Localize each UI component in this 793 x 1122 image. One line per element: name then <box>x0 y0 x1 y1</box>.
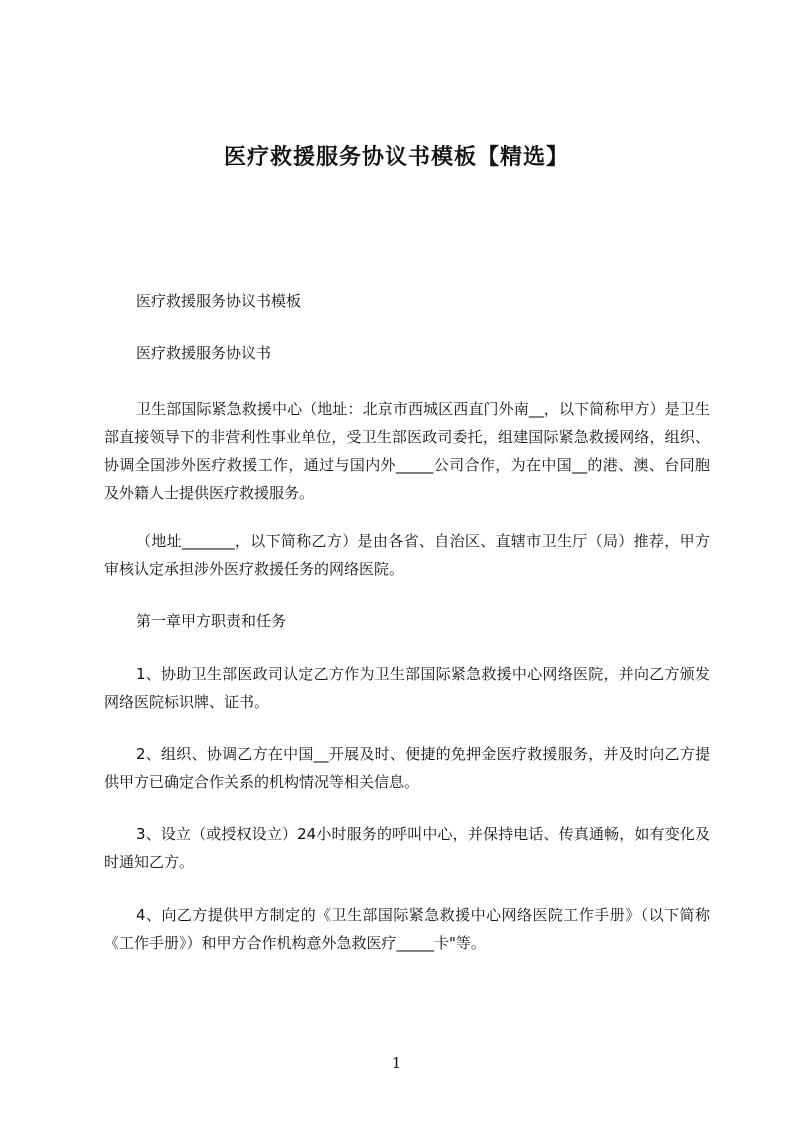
list-item-2: 2、组织、协调乙方在中国__开展及时、便捷的免押金医疗救援服务，并及时向乙方提供甲方已确定合作关系的机构情况等相关信息。 <box>104 745 710 791</box>
list-item-3: 3、设立（或授权设立）24小时服务的呼叫中心，并保持电话、传真通畅，如有变化及时通知乙方。 <box>104 825 710 871</box>
paragraph-party-b: （地址_______，以下简称乙方）是由各省、自治区、直辖市卫生厅（局）推荐，甲方审核认定承担涉外医疗救援任务的网络医院。 <box>104 532 710 578</box>
page-number: 1 <box>391 1054 402 1072</box>
paragraph-subtitle-agreement: 医疗救援服务协议书 <box>136 344 272 362</box>
document-title: 医疗救援服务协议书模板【精选】 <box>223 145 569 170</box>
paragraph-party-a: 卫生部国际紧急救援中心（地址：北京市西城区西直门外南__，以下简称甲方）是卫生部直接领导下的非营利性事业单位，受卫生部医政司委托，组建国际紧急救援网络，组织、协调全国涉外医疗救援工作，通过与国内外_____公司合作，为在中国__的港、澳、台同胞及外籍人士提供医疗救援服务。 <box>104 400 710 502</box>
chapter-heading: 第一章甲方职责和任务 <box>136 612 287 630</box>
paragraph-subtitle-template: 医疗救援服务协议书模板 <box>136 292 302 310</box>
list-item-4: 4、向乙方提供甲方制定的《卫生部国际紧急救援中心网络医院工作手册》（以下简称《工作手册》）和甲方合作机构意外急救医疗_____卡"等。 <box>104 906 710 952</box>
list-item-1: 1、协助卫生部医政司认定乙方作为卫生部国际紧急救援中心网络医院，并向乙方颁发网络医院标识牌、证书。 <box>104 665 710 711</box>
